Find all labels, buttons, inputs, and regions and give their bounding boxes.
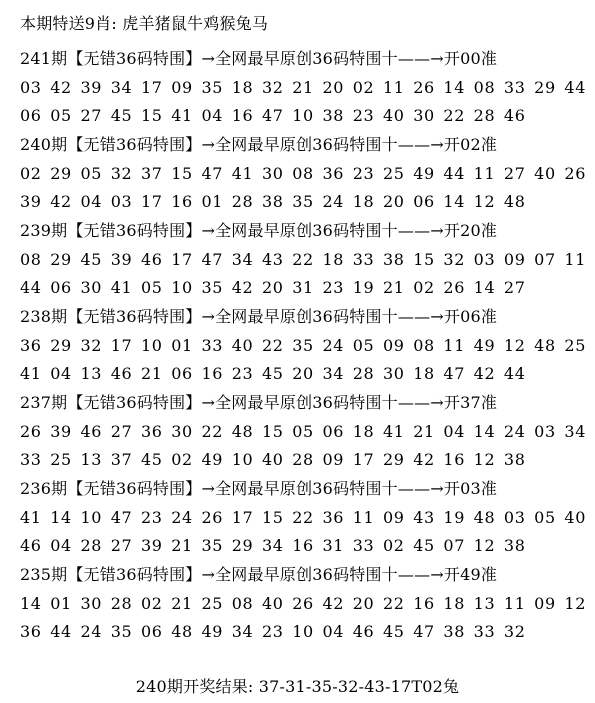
issue-numbers-row: 41 04 13 46 21 06 16 23 45 20 34 28 30 18 47 42 44	[20, 364, 526, 383]
issue-title: 235期【无错36码特围】→全网最早原创36码特围十——→开49准	[20, 565, 498, 584]
issue-title: 241期【无错36码特围】→全网最早原创36码特围十——→开00准	[20, 49, 498, 68]
issue-numbers-row: 41 14 10 47 23 24 26 17 15 22 36 11 09 43 19 48 03 05 40	[20, 508, 586, 527]
issue-numbers-row: 44 06 30 41 05 10 35 42 20 31 23 19 21 02 26 14 27	[20, 278, 526, 297]
issue-numbers-row: 08 29 45 39 46 17 47 34 43 22 18 33 38 15 32 03 09 07 11	[20, 250, 586, 269]
issue-title: 238期【无错36码特围】→全网最早原创36码特围十——→开06准	[20, 307, 498, 326]
issue-numbers-row: 39 42 04 03 17 16 01 28 38 35 24 18 20 06 14 12 48	[20, 192, 526, 211]
header-line: 本期特送9肖: 虎羊猪鼠牛鸡猴兔马	[20, 14, 269, 33]
issue-numbers-row: 03 42 39 34 17 09 35 18 32 21 20 02 11 26 14 08 33 29 44	[20, 78, 586, 97]
issue-numbers-row: 02 29 05 32 37 15 47 41 30 08 36 23 25 49 44 11 27 40 26	[20, 164, 586, 183]
issue-numbers-row: 36 44 24 35 06 48 49 34 23 10 04 46 45 47 38 33 32	[20, 622, 526, 641]
issue-title: 240期【无错36码特围】→全网最早原创36码特围十——→开02准	[20, 135, 498, 154]
issue-numbers-row: 33 25 13 37 45 02 49 10 40 28 09 17 29 42 16 12 38	[20, 450, 526, 469]
issue-numbers-row: 46 04 28 27 39 21 35 29 34 16 31 33 02 45 07 12 38	[20, 536, 526, 555]
issue-numbers-row: 26 39 46 27 36 30 22 48 15 05 06 18 41 21 04 14 24 03 34	[20, 422, 586, 441]
issue-numbers-row: 14 01 30 28 02 21 25 08 40 26 42 20 22 16 18 13 11 09 12	[20, 594, 586, 613]
issue-title: 236期【无错36码特围】→全网最早原创36码特围十——→开03准	[20, 479, 498, 498]
issue-title: 237期【无错36码特围】→全网最早原创36码特围十——→开37准	[20, 393, 498, 412]
issue-numbers-row: 06 05 27 45 15 41 04 16 47 10 38 23 40 30 22 28 46	[20, 106, 526, 125]
issue-title: 239期【无错36码特围】→全网最早原创36码特围十——→开20准	[20, 221, 498, 240]
draw-result: 240期开奖结果: 37-31-35-32-43-17T02兔	[135, 677, 460, 696]
issue-numbers-row: 36 29 32 17 10 01 33 40 22 35 24 05 09 08 11 49 12 48 25	[20, 336, 586, 355]
